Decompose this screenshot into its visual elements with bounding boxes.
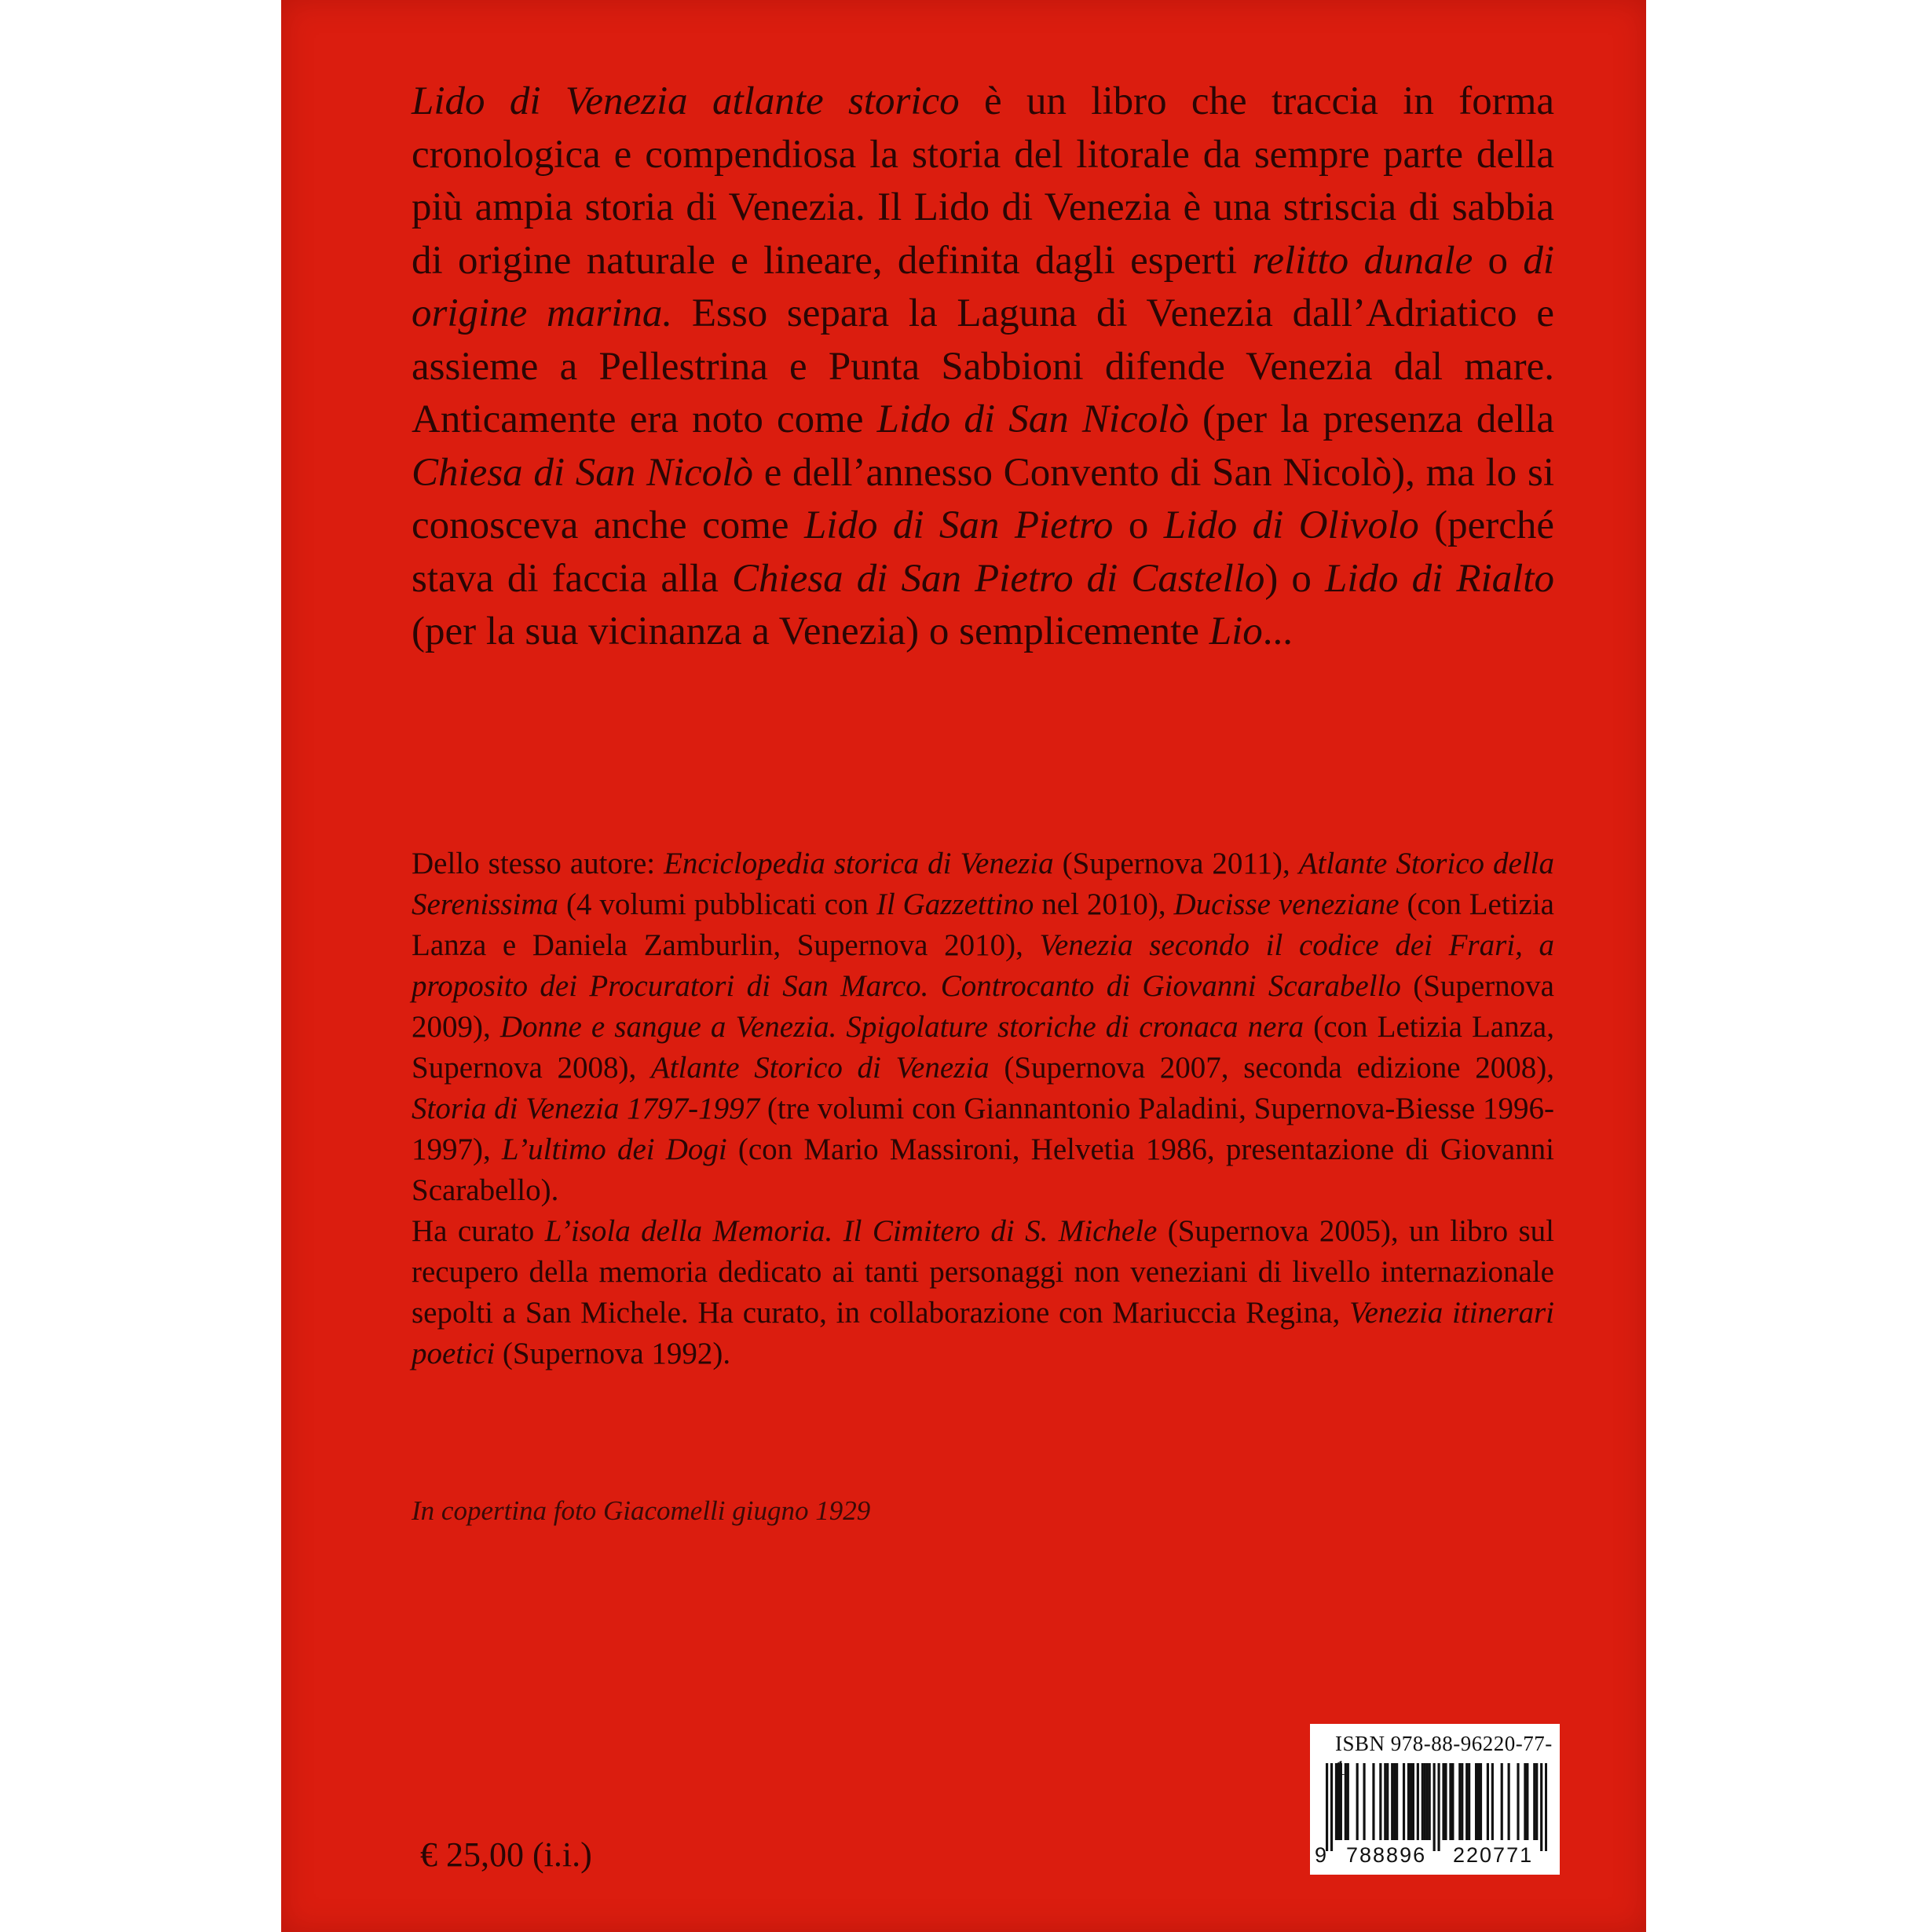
barcode-bars bbox=[1326, 1763, 1547, 1851]
barcode-bar bbox=[1535, 1763, 1538, 1840]
barcode-bar bbox=[1524, 1763, 1526, 1840]
bibliography-text: Dello stesso autore: Enciclopedia storica di Venezia (Supernova 2011), Atlante Storico della Serenissima (4 volumi pubblicati con Il Gazzettino nel 2010), Ducisse veneziane (con Letizia Lanza e Daniela Zamburlin, Supernova 2010), Venezia secondo il codice dei Frari, a proposito dei Procuratori di San Marco. Controcanto di Giovanni Scarabello (Supernova 2009), Donne e sangue a Venezia. Spigolature storiche di cronaca nera (con Letizia Lanza, Supernova 2008), Atlante Storico di Venezia (Supernova 2007, seconda edizione 2008), Storia di Venezia 1797-1997 (tre volumi con Giannantonio Paladini, Supernova-Biesse 1996-1997), L’ultimo dei Dogi (con Mario Massironi, Helvetia 1986, presentazione di Giovanni Scarabello). bbox=[412, 847, 1555, 1207]
barcode-bar bbox=[1442, 1763, 1444, 1840]
barcode-bar bbox=[1372, 1763, 1374, 1840]
isbn-label: ISBN 978-88-96220-77- bbox=[1335, 1732, 1553, 1755]
barcode-bar bbox=[1335, 1763, 1337, 1840]
barcode-digit-lead: 9 bbox=[1315, 1843, 1327, 1867]
price-label: € 25,00 (i.i.) bbox=[420, 1835, 592, 1874]
barcode-bar bbox=[1386, 1763, 1389, 1840]
barcode-bar bbox=[1337, 1763, 1340, 1840]
barcode-bar bbox=[1433, 1763, 1436, 1851]
barcode-digits-right: 220771 bbox=[1453, 1843, 1534, 1867]
curated-works-text: Ha curato L’isola della Memoria. Il Cimitero di S. Michele (Supernova 2005), un libro sul recupero della memoria dedicato ai tanti personaggi non veneziani di livello internazionale sepolti a San Michele. Ha curato, in collaborazione con Mariuccia Regina, Venezia itinerari poetici (Supernova 1992). bbox=[412, 1214, 1554, 1370]
barcode-bar bbox=[1429, 1763, 1431, 1840]
barcode-digits bbox=[1310, 1843, 1560, 1872]
barcode-bar bbox=[1363, 1763, 1365, 1840]
barcode-bar bbox=[1393, 1763, 1396, 1840]
barcode-bar bbox=[1444, 1763, 1447, 1840]
barcode-bar bbox=[1347, 1763, 1349, 1840]
barcode-bar bbox=[1461, 1763, 1463, 1840]
barcode-bar bbox=[1422, 1763, 1424, 1840]
barcode-bar bbox=[1533, 1763, 1535, 1840]
barcode-bar bbox=[1545, 1763, 1547, 1851]
isbn-barcode bbox=[1310, 1724, 1560, 1875]
barcode-digits-left: 788896 bbox=[1346, 1843, 1427, 1867]
barcode-bar bbox=[1465, 1763, 1468, 1840]
barcode-bar bbox=[1517, 1763, 1519, 1840]
barcode-bar bbox=[1468, 1763, 1470, 1840]
barcode-bar bbox=[1407, 1763, 1410, 1840]
barcode-bar bbox=[1379, 1763, 1381, 1840]
barcode-bar bbox=[1501, 1763, 1503, 1840]
barcode-bar bbox=[1384, 1763, 1386, 1840]
barcode-bar bbox=[1437, 1763, 1440, 1851]
photo-credit: In copertina foto Giacomelli giugno 1929 bbox=[412, 1495, 871, 1526]
barcode-bar bbox=[1526, 1763, 1528, 1840]
barcode-bar bbox=[1480, 1763, 1482, 1840]
barcode-bar bbox=[1356, 1763, 1359, 1840]
barcode-bar bbox=[1458, 1763, 1461, 1840]
barcode-bar bbox=[1410, 1763, 1412, 1840]
barcode-bar bbox=[1412, 1763, 1414, 1840]
barcode-bar bbox=[1477, 1763, 1480, 1840]
barcode-bar bbox=[1491, 1763, 1494, 1840]
barcode-bar bbox=[1451, 1763, 1454, 1840]
barcode-bar bbox=[1449, 1763, 1451, 1840]
barcode-bar bbox=[1475, 1763, 1477, 1840]
barcode-bar bbox=[1508, 1763, 1510, 1840]
barcode-bar bbox=[1396, 1763, 1398, 1840]
barcode-bar bbox=[1330, 1763, 1333, 1851]
barcode-bar bbox=[1340, 1763, 1342, 1840]
synopsis-text: Lido di Venezia atlante storico è un libro che traccia in forma cronologica e compendiosa la storia del litorale da sempre parte della più ampia storia di Venezia. Il Lido di Venezia è una striscia di sabbia di origine naturale e lineare, definita dagli esperti relitto dunale o di origine marina. Esso separa la Laguna di Venezia dall’Adriatico e assieme a Pellestrina e Punta Sabbioni difende Venezia dal mare. Anticamente era noto come Lido di San Nicolò (per la presenza della Chiesa di San Nicolò e dell’annesso Convento di San Nicolò), ma lo si conosceva anche come Lido di San Pietro o Lido di Olivolo (perché stava di faccia alla Chiesa di San Pietro di Castello) o Lido di Rialto (per la sua vicinanza a Venezia) o semplicemente Lio... bbox=[412, 79, 1554, 653]
barcode-bar bbox=[1426, 1763, 1429, 1840]
barcode-bar bbox=[1540, 1763, 1542, 1851]
synopsis-block bbox=[412, 75, 1554, 659]
barcode-bar bbox=[1326, 1763, 1328, 1851]
author-bibliography-block bbox=[412, 843, 1554, 1374]
barcode-bar bbox=[1345, 1763, 1347, 1840]
barcode-bar bbox=[1391, 1763, 1393, 1840]
barcode-bar bbox=[1487, 1763, 1489, 1840]
barcode-bar bbox=[1417, 1763, 1419, 1840]
barcode-bar bbox=[1403, 1763, 1405, 1840]
barcode-bar bbox=[1424, 1763, 1426, 1840]
